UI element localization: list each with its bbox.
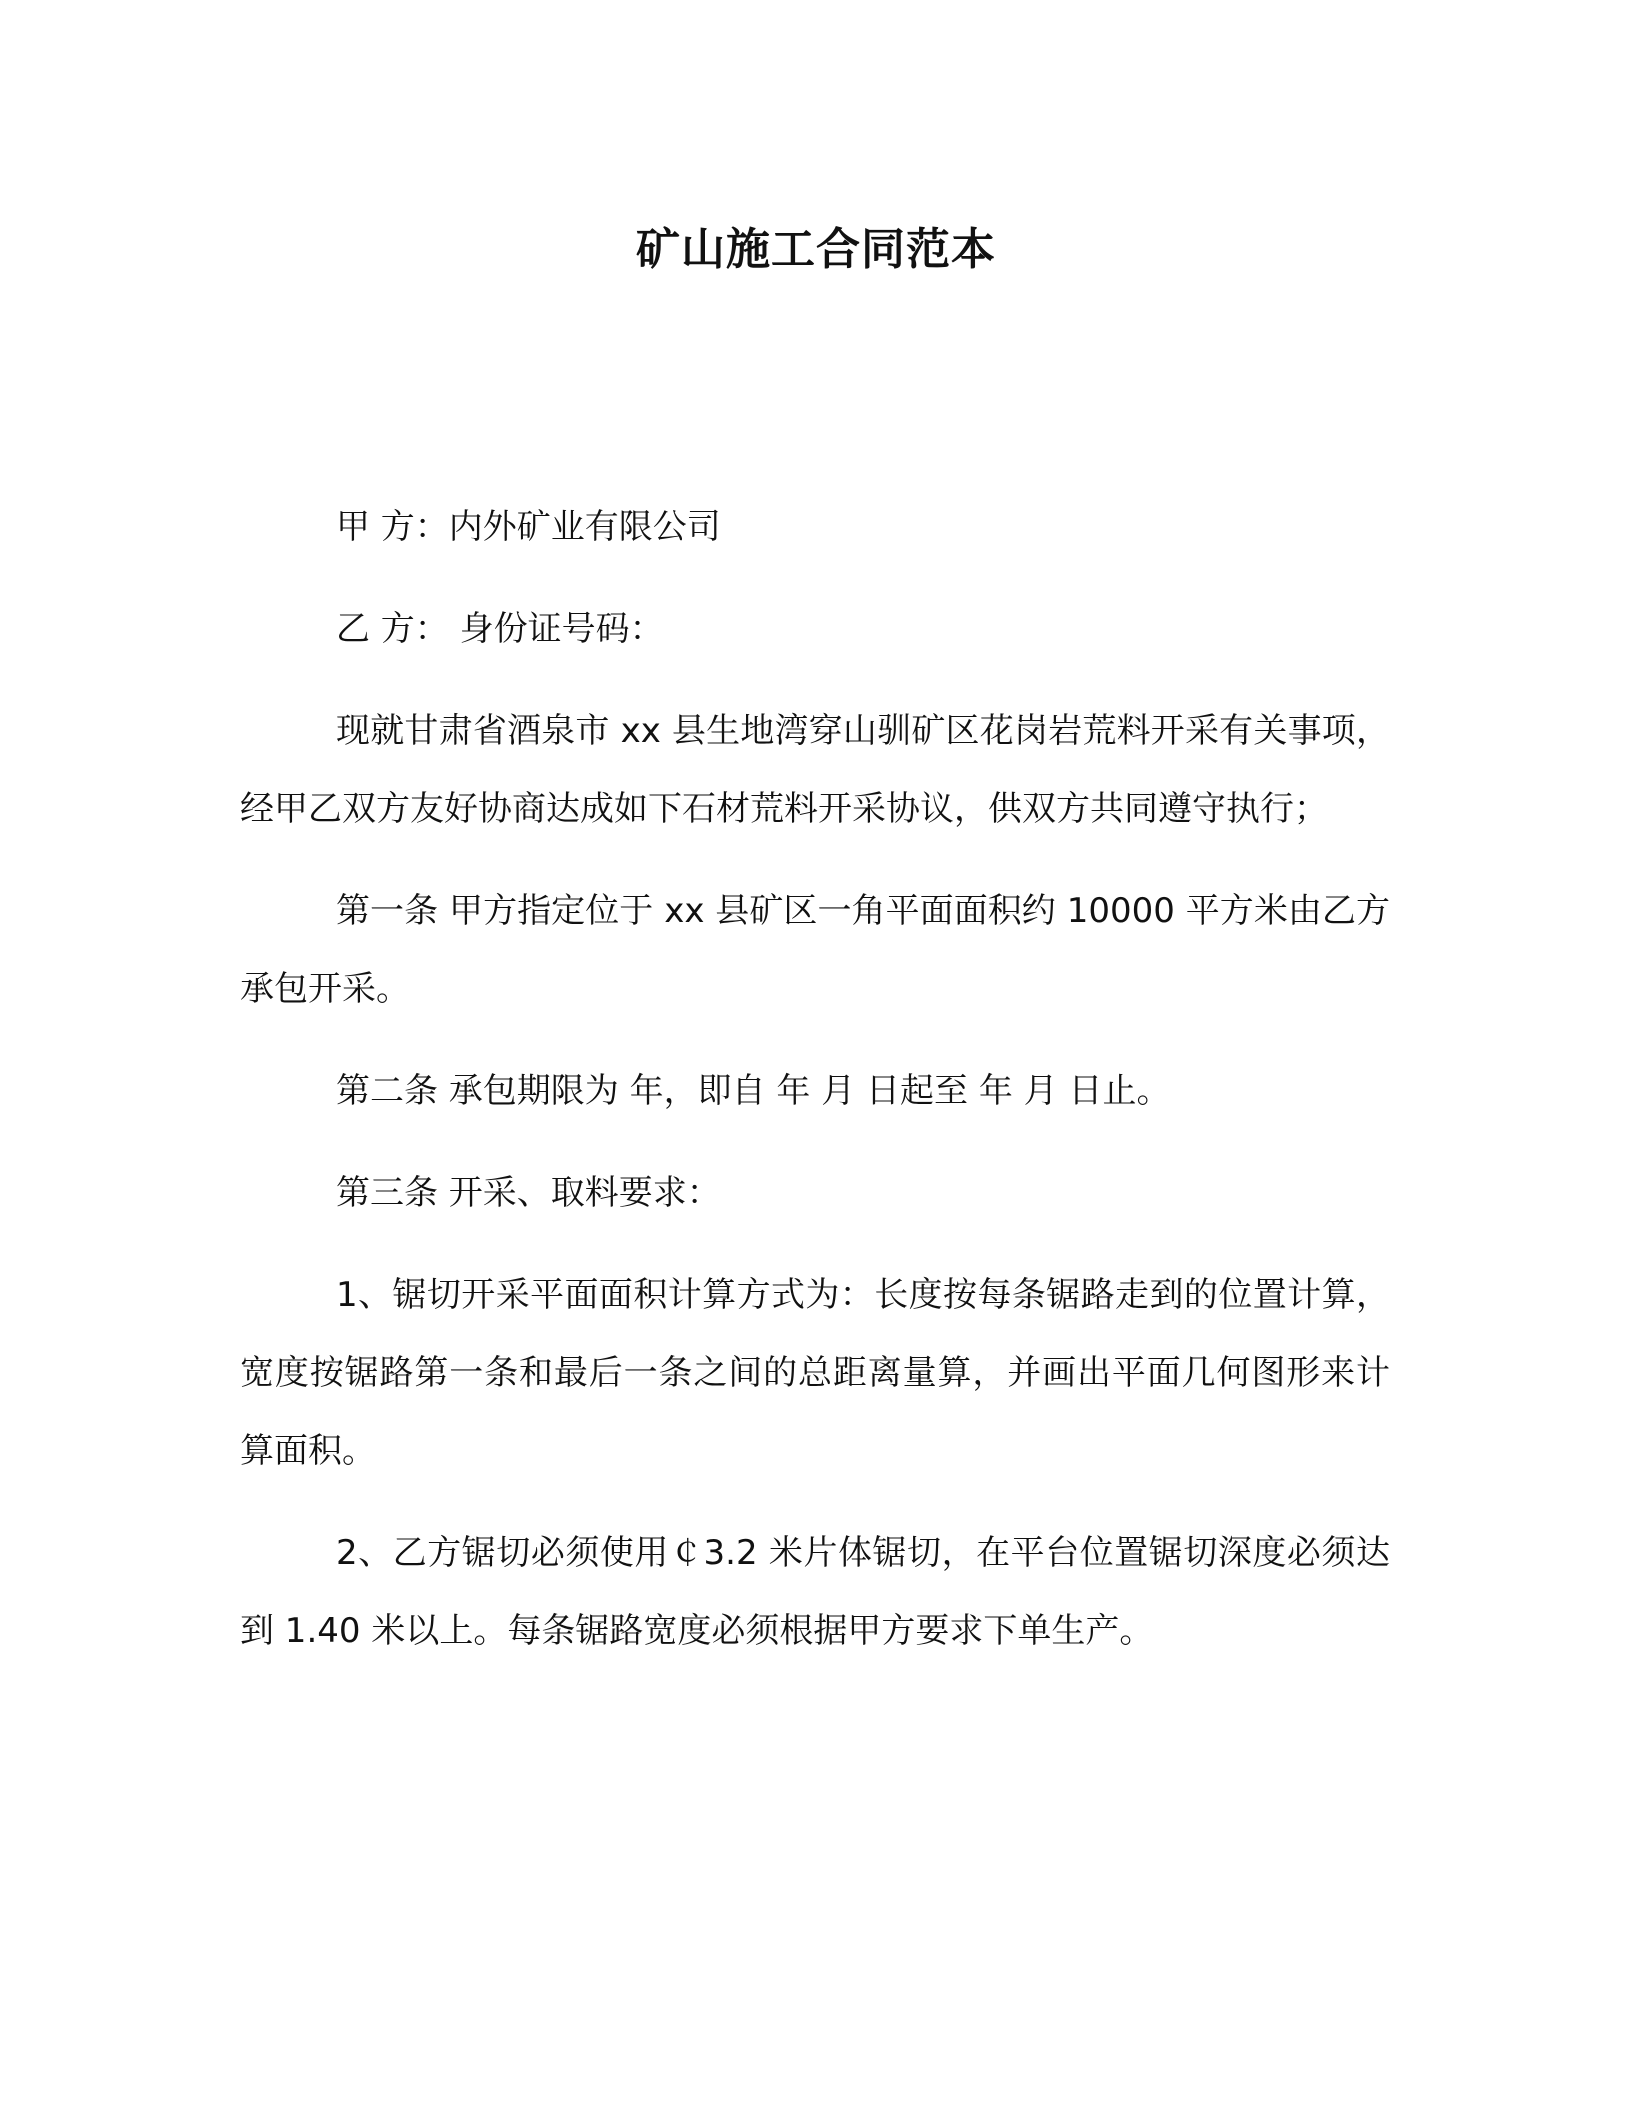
- clause-one: 1、锯切开采平面面积计算方式为：长度按每条锯路走到的位置计算，宽度按锯路第一条和最后一条之间的总距离量算，并画出平面几何图形来计算面积。: [240, 1275, 1390, 1471]
- article-three-heading: 第三条 开采、取料要求：: [336, 1173, 721, 1213]
- clause-two: 2、乙方锯切必须使用￠3.2 米片体锯切，在平台位置锯切深度必须达到 1.40 米以上。每条锯路宽度必须根据甲方要求下单生产。: [240, 1533, 1390, 1651]
- article-two: 第二条 承包期限为 年，即自 年 月 日起至 年 月 日止。: [336, 1071, 1171, 1111]
- preamble-paragraph: 现就甘肃省酒泉市 xx 县生地湾穿山驯矿区花岗岩荒料开采有关事项，经甲乙双方友好协商达成如下石材荒料开采协议，供双方共同遵守执行；: [240, 711, 1390, 829]
- article-one: 第一条 甲方指定位于 xx 县矿区一角平面面积约 10000 平方米由乙方承包开采。: [240, 891, 1390, 1009]
- party-a-line: 甲 方：内外矿业有限公司: [336, 507, 721, 547]
- party-b-line: 乙 方： 身份证号码：: [336, 609, 664, 649]
- document-body: [240, 488, 1390, 1694]
- document-title: 矿山施工合同范本: [636, 224, 996, 275]
